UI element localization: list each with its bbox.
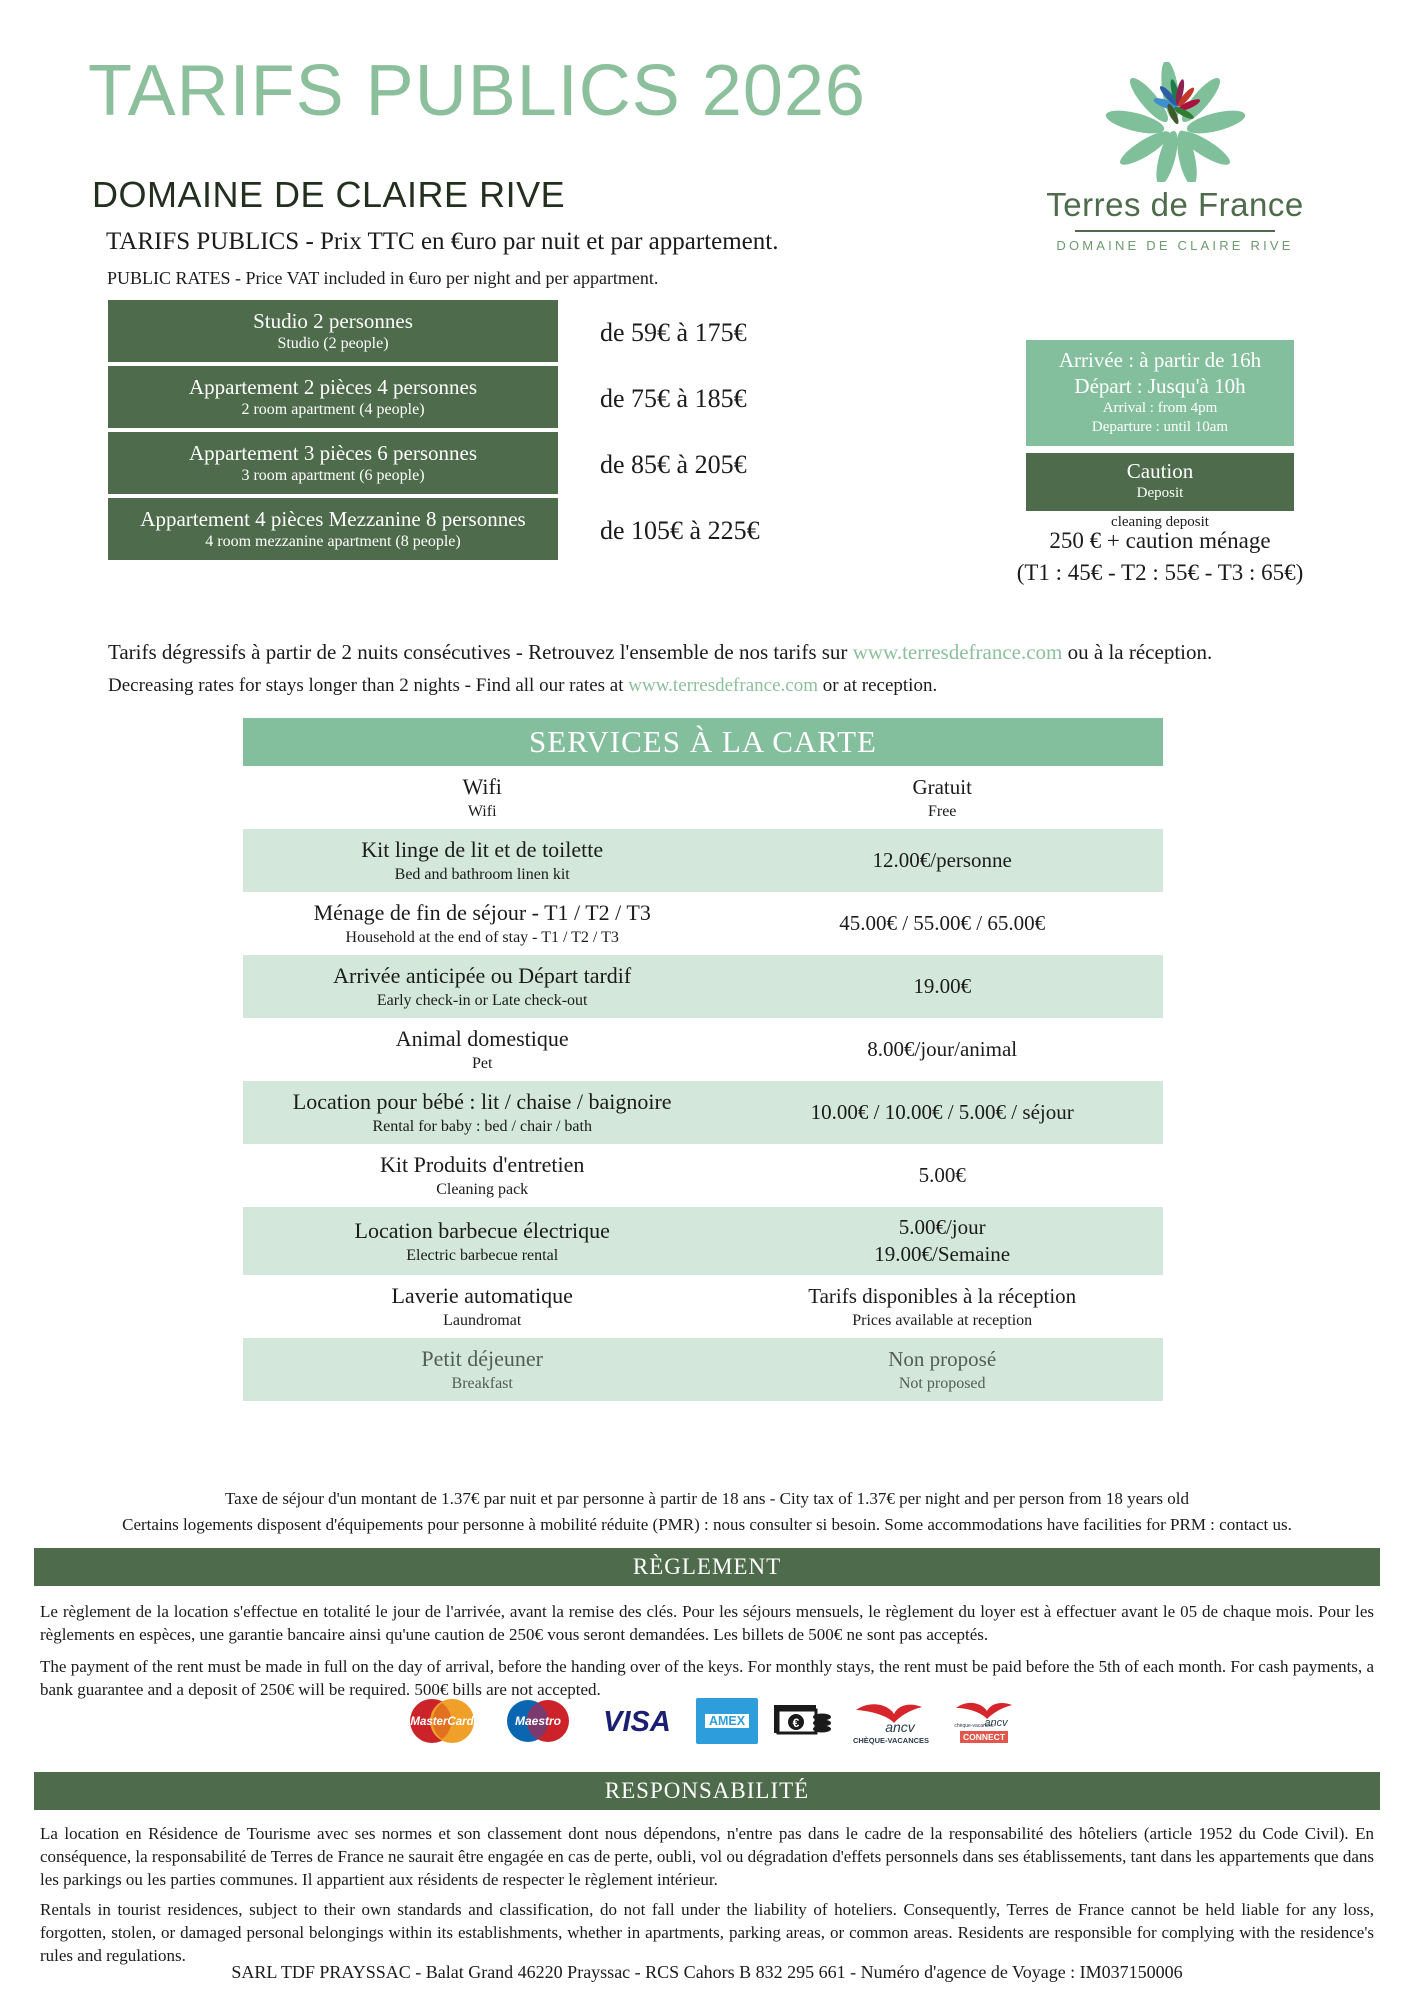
table-row [243,766,1163,829]
service-name-cell [243,766,721,829]
service-price-fr: Non proposé [888,1346,997,1371]
service-name-fr: Location barbecue électrique [354,1217,610,1243]
service-price-cell [721,1339,1163,1401]
rate-price: de 85€ à 205€ [600,450,747,479]
degressive-fr-after: ou à la réception. [1062,640,1213,664]
rate-price: de 105€ à 225€ [600,516,760,545]
cash-euro-logo-icon [772,1699,834,1743]
svg-text:AMEX: AMEX [708,1714,746,1728]
deposit-breakdown: (T1 : 45€ - T2 : 55€ - T3 : 65€) [1016,560,1304,585]
service-price-cell [721,903,1163,944]
service-price-fr: Gratuit [912,774,972,799]
table-row [108,432,558,494]
service-price-cell [721,767,1163,829]
rate-price: de 59€ à 175€ [600,318,747,347]
rates-table [108,300,558,564]
service-name-cell [243,892,721,955]
arrival-time-fr: Arrivée : à partir de 16h [1058,348,1262,372]
brand-name: Terres de France [1046,186,1304,223]
reglement-text-fr: Le règlement de la location s'effectue en totalité le jour de l'arrivée, avant la remise des clés. Pour les séjours mensuels, le règlement du loyer est à effectuer avant le 05 de chaque mois. Pour les règlements en espèces, une garantie bancaire ainsi qu'une caution de 250€ vous seront demandées. Les billets de 500€ ne sont pas acceptés. [40,1602,1374,1644]
service-price-en: Not proposed [898,1374,986,1392]
service-name-en: Rental for baby : bed / chair / bath [372,1118,592,1135]
deposit-amount: 250 € + caution ménage [1049,528,1271,553]
table-row [243,829,1163,892]
payment-methods [400,1690,1014,1752]
table-row [243,955,1163,1018]
rate-name-fr: Studio 2 personnes [253,309,413,333]
rate-name-en: 2 room apartment (4 people) [241,401,425,418]
arrival-time-en: Arrival : from 4pm [1102,400,1218,416]
service-name-cell [243,1144,721,1207]
svg-text:ancv: ancv [885,1719,915,1735]
service-name-cell [243,1275,721,1338]
reglement-text-en: The payment of the rent must be made in full on the day of arrival, before the handing over of the keys. For monthly stays, the rent must be paid before the 5th of each month. For cash payments, a bank guarantee and a deposit of 250€ will be required. 500€ bills are not accepted. [40,1657,1374,1699]
services-table-title: SERVICES À LA CARTE [243,718,1163,766]
svg-text:ancv: ancv [984,1717,1008,1729]
rate-name-fr: Appartement 4 pièces Mezzanine 8 personnes [140,507,526,531]
table-row [243,1275,1163,1338]
svg-text:MasterCard: MasterCard [410,1716,474,1728]
mastercard-logo-icon [400,1696,484,1746]
table-row [243,1338,1163,1401]
service-name-en: Early check-in or Late check-out [376,992,588,1009]
responsabilite-text-en: Rentals in tourist residences, subject to their own standards and classification, do not fall under the liability of hoteliers. Consequently, Terres de France cannot be held liable for any loss, forgotten, stolen, or damaged personal belongings within its establishments, whether in apartments, parking areas, or common areas. Residents are responsible for complying with the residence's rules and regulations. [40,1900,1374,1965]
service-name-en: Pet [471,1055,493,1072]
service-price-fr: 5.00€/jour [898,1215,986,1239]
rate-price: de 75€ à 185€ [600,384,747,413]
lead-text-en: PUBLIC RATES - Price VAT included in €uro per night and per appartment. [107,268,659,288]
service-name-en: Laundromat [443,1312,522,1329]
deposit-title-fr: Caution [1126,459,1194,483]
ancv-cheque-vacances-logo-icon [848,1696,934,1746]
service-price-cell [721,1276,1163,1338]
reglement-banner: RÈGLEMENT [34,1548,1380,1586]
deposit-box [1026,453,1294,511]
svg-text:€: € [792,1716,800,1730]
departure-time-en: Departure : until 10am [1091,419,1229,435]
service-name-cell [243,829,721,892]
table-row [243,1144,1163,1207]
logo-divider [1075,230,1275,232]
service-price-fr: 19.00€ [913,974,972,998]
service-price-cell [721,966,1163,1007]
deposit-title-en: Deposit [1136,485,1184,501]
table-row [243,892,1163,955]
service-name-en: Household at the end of stay - T1 / T2 / T3 [345,929,619,946]
degressive-note-fr [108,640,1212,665]
rate-name-en: 3 room apartment (6 people) [241,467,425,484]
service-name-en: Cleaning pack [436,1181,529,1198]
service-price-fr: 45.00€ / 55.00€ / 65.00€ [839,911,1046,935]
website-link[interactable]: www.terresdefrance.com [628,675,818,696]
service-name-fr: Location pour bébé : lit / chaise / baignoire [292,1089,672,1114]
responsabilite-text-fr: La location en Résidence de Tourisme avec ses normes et son classement dont nous dépendons, n'entre pas dans le cadre de la responsabilité des hôteliers (article 1952 du Code Civil). En conséquence, la responsabilité de Terres de France ne saurait être engagée en cas de perte, oubli, vol ou dégradation d'effets personnels dans ses établissements, tant dans les appartements que dans les parkings ou les parties communes. Il appartient aux résidents de respecter le règlement intérieur. [40,1824,1374,1889]
service-price-fr: 8.00€/jour/animal [867,1037,1018,1061]
service-price-cell [721,1029,1163,1070]
service-name-fr: Arrivée anticipée ou Départ tardif [333,963,632,988]
service-price-fr: 12.00€/personne [872,848,1012,872]
service-name-en: Wifi [467,803,497,820]
table-row [243,1081,1163,1144]
rate-name-en: Studio (2 people) [277,335,389,352]
services-table [243,718,1163,1401]
service-price-cell [721,1207,1163,1275]
svg-text:VISA: VISA [603,1706,671,1738]
service-name-en: Bed and bathroom linen kit [394,866,570,883]
svg-text:chèque-vacances: chèque-vacances [954,1723,994,1729]
table-row [243,1207,1163,1275]
service-price-en: Prices available at reception [852,1311,1033,1329]
rate-name-fr: Appartement 3 pièces 6 personnes [188,441,478,465]
table-row [108,366,558,428]
visa-logo-icon [592,1700,682,1742]
page-title: TARIFS PUBLICS 2026 [88,51,866,131]
lead-text-fr: TARIFS PUBLICS - Prix TTC en €uro par nuit et par appartement. [106,228,779,255]
brand-logo [1005,62,1345,253]
service-price-fr: 10.00€ / 10.00€ / 5.00€ / séjour [810,1100,1074,1124]
service-price-cell [721,1155,1163,1196]
degressive-fr-before: Tarifs dégressifs à partir de 2 nuits consécutives - Retrouvez l'ensemble de nos tarifs sur [108,640,853,664]
service-price-fr: Tarifs disponibles à la réception [808,1283,1077,1308]
flower-leaves-icon [1090,62,1260,182]
responsabilite-banner: RESPONSABILITÉ [34,1772,1380,1810]
ancv-connect-logo-icon [948,1696,1020,1746]
service-name-fr: Kit linge de lit et de toilette [361,837,604,862]
service-name-cell [243,955,721,1018]
svg-text:CONNECT: CONNECT [962,1732,1006,1742]
brand-domain: DOMAINE DE CLAIRE RIVE [1056,238,1294,253]
table-row [108,300,558,362]
service-name-cell [243,1018,721,1081]
service-name-cell [243,1338,721,1401]
rate-name-en: 4 room mezzanine apartment (8 people) [205,533,461,550]
arrival-departure-box [1026,340,1294,446]
maestro-logo-icon [498,1696,578,1746]
service-name-en: Electric barbecue rental [406,1246,559,1264]
rate-name-fr: Appartement 2 pièces 4 personnes [188,375,478,399]
service-name-fr: Wifi [462,774,502,799]
degressive-en-after: or at reception. [817,675,938,696]
city-tax-note: Taxe de séjour d'un montant de 1.37€ par nuit et par personne à partir de 18 ans - City tax of 1.37€ per night and per person from 18 years old [224,1489,1189,1508]
svg-text:Maestro: Maestro [514,1714,562,1728]
svg-text:CHÈQUE-VACANCES: CHÈQUE-VACANCES [852,1736,930,1745]
table-row [243,1018,1163,1081]
pmr-note: Certains logements disposent d'équipements pour personne à mobilité réduite (PMR) : nous consulter si besoin. Some accommodations have facilities for PRM : contact us. [122,1515,1292,1534]
service-name-cell [243,1081,721,1144]
service-name-fr: Ménage de fin de séjour - T1 / T2 / T3 [313,900,651,925]
rates-price-column [600,300,860,564]
service-name-en: Breakfast [451,1375,513,1392]
service-price-secondary: 19.00€/Semaine [874,1242,1011,1266]
service-name-fr: Laverie automatique [391,1283,573,1308]
service-price-cell [721,1092,1163,1133]
service-name-cell [243,1210,721,1273]
service-name-fr: Animal domestique [395,1026,569,1051]
degressive-en-before: Decreasing rates for stays longer than 2 nights - Find all our rates at [108,675,629,696]
service-price-en: Free [927,802,957,820]
table-row [108,498,558,560]
degressive-note-en [108,675,937,697]
page-subtitle: DOMAINE DE CLAIRE RIVE [92,174,566,215]
service-name-fr: Petit déjeuner [421,1346,543,1371]
website-link[interactable]: www.terresdefrance.com [852,640,1063,664]
amex-logo-icon [696,1698,758,1744]
service-price-cell [721,840,1163,881]
departure-time-fr: Départ : Jusqu'à 10h [1074,374,1246,398]
service-price-fr: 5.00€ [918,1163,966,1187]
service-name-fr: Kit Produits d'entretien [380,1152,585,1177]
deposit-cleaning-label: cleaning deposit [1111,514,1209,530]
company-footer: SARL TDF PRAYSSAC - Balat Grand 46220 Prayssac - RCS Cahors B 832 295 661 - Numéro d'agence de Voyage : IM037150006 [231,1962,1183,1982]
